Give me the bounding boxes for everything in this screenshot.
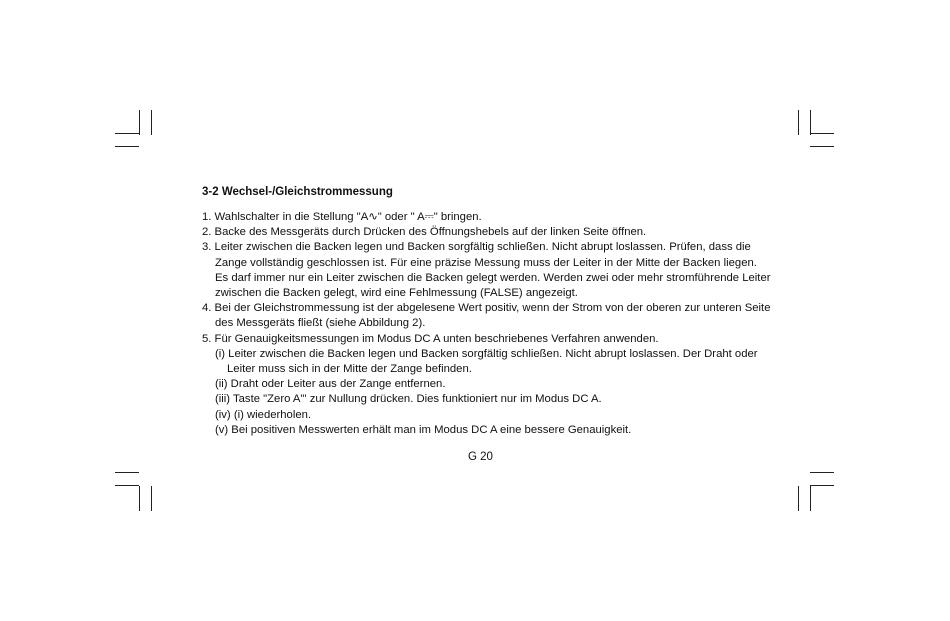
step-3-cont-1: Zange vollständig geschlossen ist. Für eine präzise Messung muss der Leiter in der Mitte der Backen liegen. (215, 256, 757, 269)
page-number: G 20 (468, 451, 493, 463)
step-1-text-c: " bringen. (433, 211, 482, 223)
step-3-cont-2: Es darf immer nur ein Leiter zwischen die Backen gelegt werden. Werden zwei oder mehr stromführende Leiter (215, 271, 771, 284)
step-4-cont: des Messgeräts fließt (siehe Abbildung 2). (215, 317, 426, 330)
substep-i: (i) Leiter zwischen die Backen legen und Backen sorgfältig schließen. Nicht abrupt loslassen. Der Draht oder (215, 347, 758, 360)
crop-mark-bottom-right-v2 (810, 486, 811, 511)
crop-mark-bottom-left-h2 (115, 485, 139, 486)
step-5: 5. Für Genauigkeitsmessungen im Modus DC A unten beschriebenes Verfahren anwenden. (202, 332, 659, 345)
dc-symbol-icon: ⎓ (424, 211, 434, 223)
crop-mark-top-left-h2 (115, 146, 139, 147)
step-1-text-a: 1. Wahlschalter in die Stellung "A (202, 211, 369, 223)
section-heading: 3-2 Wechsel-/Gleichstrommessung (202, 186, 393, 198)
step-3-cont-3: zwischen die Backen gelegt, wird eine Fehlmessung (FALSE) angezeigt. (215, 287, 578, 300)
crop-mark-bottom-left-v2 (151, 486, 152, 511)
crop-mark-bottom-right-v (798, 486, 799, 511)
crop-mark-bottom-left-h (115, 472, 139, 473)
crop-mark-top-left-v2 (151, 110, 152, 135)
step-1 (202, 210, 762, 225)
crop-mark-top-right-h (810, 133, 834, 134)
crop-mark-top-right-v (798, 110, 799, 135)
step-2: 2. Backe des Messgeräts durch Drücken des Öffnungshebels auf der linken Seite öffnen. (202, 226, 647, 239)
crop-mark-bottom-left-v (139, 486, 140, 511)
substep-i-cont: Leiter muss sich in der Mitte der Zange befinden. (227, 363, 472, 376)
step-1-text-b: " oder " A (377, 211, 425, 223)
substep-v: (v) Bei positiven Messwerten erhält man im Modus DC A eine bessere Genauigkeit. (215, 423, 632, 436)
crop-mark-bottom-right-h (810, 472, 834, 473)
crop-mark-top-left-h (115, 133, 139, 134)
substep-iii: (iii) Taste "Zero A"' zur Nullung drücken. Dies funktioniert nur im Modus DC A. (215, 393, 602, 406)
crop-mark-top-right-v2 (810, 110, 811, 135)
page-content (202, 185, 771, 438)
substep-ii: (ii) Draht oder Leiter aus der Zange entfernen. (215, 378, 446, 391)
crop-mark-top-left-v (139, 110, 140, 135)
substep-iv: (iv) (i) wiederholen. (215, 408, 312, 421)
step-3: 3. Leiter zwischen die Backen legen und Backen sorgfältig schließen. Nicht abrupt loslassen. Prüfen, dass die (202, 241, 751, 254)
crop-mark-top-right-h2 (810, 146, 834, 147)
crop-mark-bottom-right-h2 (810, 485, 834, 486)
step-4: 4. Bei der Gleichstrommessung ist der abgelesene Wert positiv, wenn der Strom von der oberen zur unteren Seite (202, 302, 771, 315)
ac-symbol-icon: ∿ (368, 211, 378, 223)
